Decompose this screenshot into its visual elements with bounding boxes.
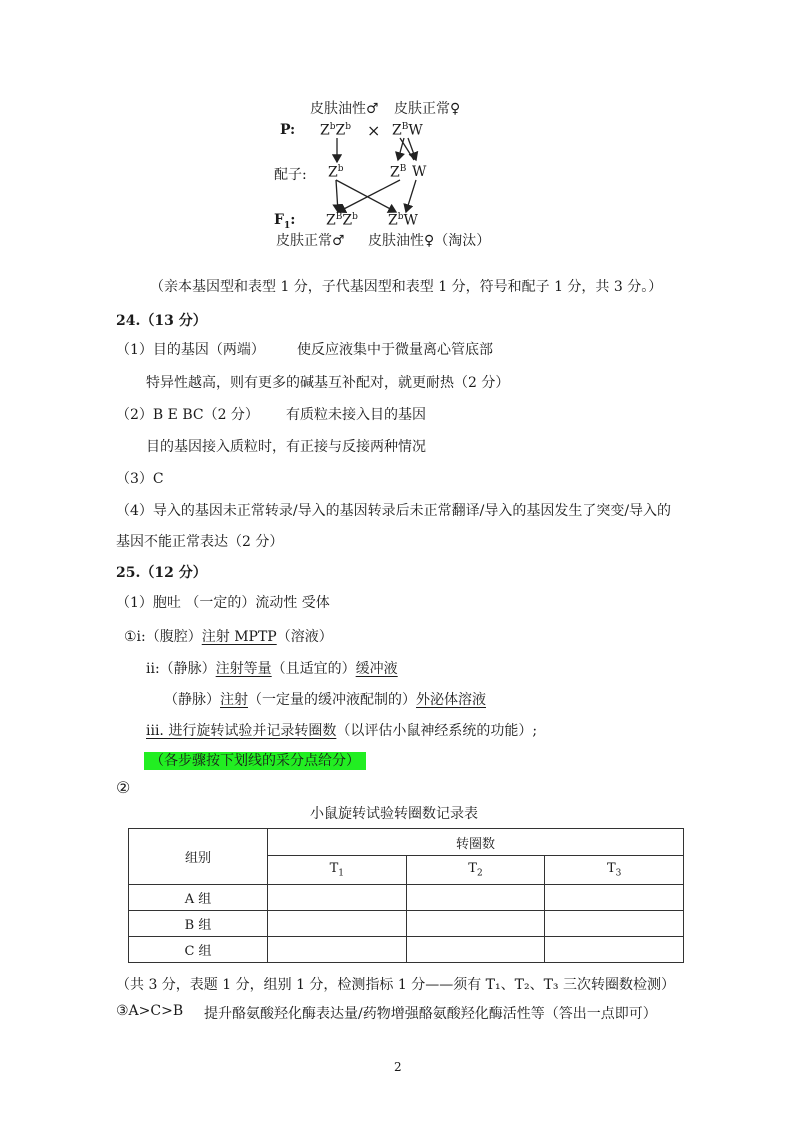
female-phenotype: 皮肤正常♀ — [394, 101, 461, 117]
row-label: B 组 — [129, 911, 268, 937]
q25-title: 25.（12 分） — [116, 565, 207, 581]
q24-part2-b: 有质粒未接入目的基因 — [286, 407, 426, 423]
gamete-w: W — [412, 164, 427, 180]
t3-header: $T_3$ — [545, 856, 684, 885]
gamete-zB: $Z^B$ — [390, 164, 407, 181]
q25-step-ii-control: ii:（静脉）注射等量（且适宜的）缓冲液 — [146, 661, 398, 677]
f1-label: $F_1$: — [274, 212, 296, 231]
t2-header: $T_2$ — [406, 856, 545, 885]
q24-title: 24.（13 分） — [116, 313, 207, 329]
f1-phenotype-female: 皮肤油性♀（淘汰） — [368, 233, 491, 249]
q24-part2-c: 目的基因接入质粒时，有正接与反接两种情况 — [146, 439, 426, 455]
q25-step-i: ①i:（腹腔）注射 MPTP（溶液） — [124, 629, 333, 645]
table-row — [129, 885, 684, 911]
q25-step-ii-treatment: （静脉）注射（一定量的缓冲液配制的）外泌体溶液 — [164, 692, 486, 708]
q24-part1-c: 特异性越高，则有更多的碱基互补配对，就更耐热（2 分） — [146, 375, 510, 391]
count-header: 转圈数 — [268, 829, 684, 856]
gamete-label: 配子: — [274, 167, 307, 183]
female-genotype: $Z^BW$ — [392, 122, 423, 139]
scoring-note: （亲本基因型和表型 1 分，子代基因型和表型 1 分，符号和配子 1 分，共 3 分。） — [150, 279, 663, 295]
q24-part1-b: 使反应液集中于微量离心管底部 — [297, 342, 493, 358]
q24-part1-a: （1）目的基因（两端） — [116, 342, 265, 358]
q24-part4-b: 基因不能正常表达（2 分） — [116, 534, 284, 550]
table-scoring-note: （共 3 分，表题 1 分，组别 1 分，检测指标 1 分——须有 T₁、T₂、T₃ 三次转圈数检测） — [116, 977, 675, 993]
q25-part2-marker: ② — [116, 778, 131, 797]
row-label: C 组 — [129, 937, 268, 963]
q25-part1: （1）胞吐 （一定的）流动性 受体 — [116, 595, 330, 611]
rotation-record-table — [128, 828, 684, 963]
t1-header: $T_1$ — [268, 856, 407, 885]
f1-genotype-male: $Z^BZ^b$ — [326, 212, 358, 229]
row-label: A 组 — [129, 885, 268, 911]
q25-step-iii: iii. 进行旋转试验并记录转圈数（以评估小鼠神经系统的功能）; — [146, 723, 538, 739]
q25-part3-b: 提升酪氨酸羟化酶表达量/药物增强酪氨酸羟化酶活性等（答出一点即可） — [204, 1006, 657, 1022]
page-number: 2 — [394, 1060, 402, 1074]
male-genotype: $Z^bZ^b$ — [320, 122, 351, 139]
table-row — [129, 937, 684, 963]
p-label: P: — [280, 122, 296, 138]
f1-genotype-female: $Z^bW$ — [388, 212, 418, 229]
male-phenotype: 皮肤油性♂ — [310, 101, 379, 117]
scoring-highlight: （各步骤按下划线的采分点给分） — [144, 750, 366, 770]
q24-part4-a: （4）导入的基因未正常转录/导入的基因转录后未正常翻译/导入的基因发生了突变/导入的 — [116, 503, 672, 519]
gamete-zb: $Z^b$ — [328, 164, 344, 181]
group-header: 组别 — [129, 829, 268, 885]
f1-phenotype-male: 皮肤正常♂ — [276, 233, 345, 249]
q24-part2-a: （2）B E BC（2 分） — [116, 407, 259, 423]
genetic-cross-diagram — [270, 90, 530, 255]
q25-part3-a: ③A>C>B — [116, 1003, 184, 1019]
q24-part3: （3）C — [116, 471, 164, 487]
table-title: 小鼠旋转试验转圈数记录表 — [310, 806, 478, 822]
cross-symbol: × — [367, 121, 381, 140]
table-row — [129, 911, 684, 937]
